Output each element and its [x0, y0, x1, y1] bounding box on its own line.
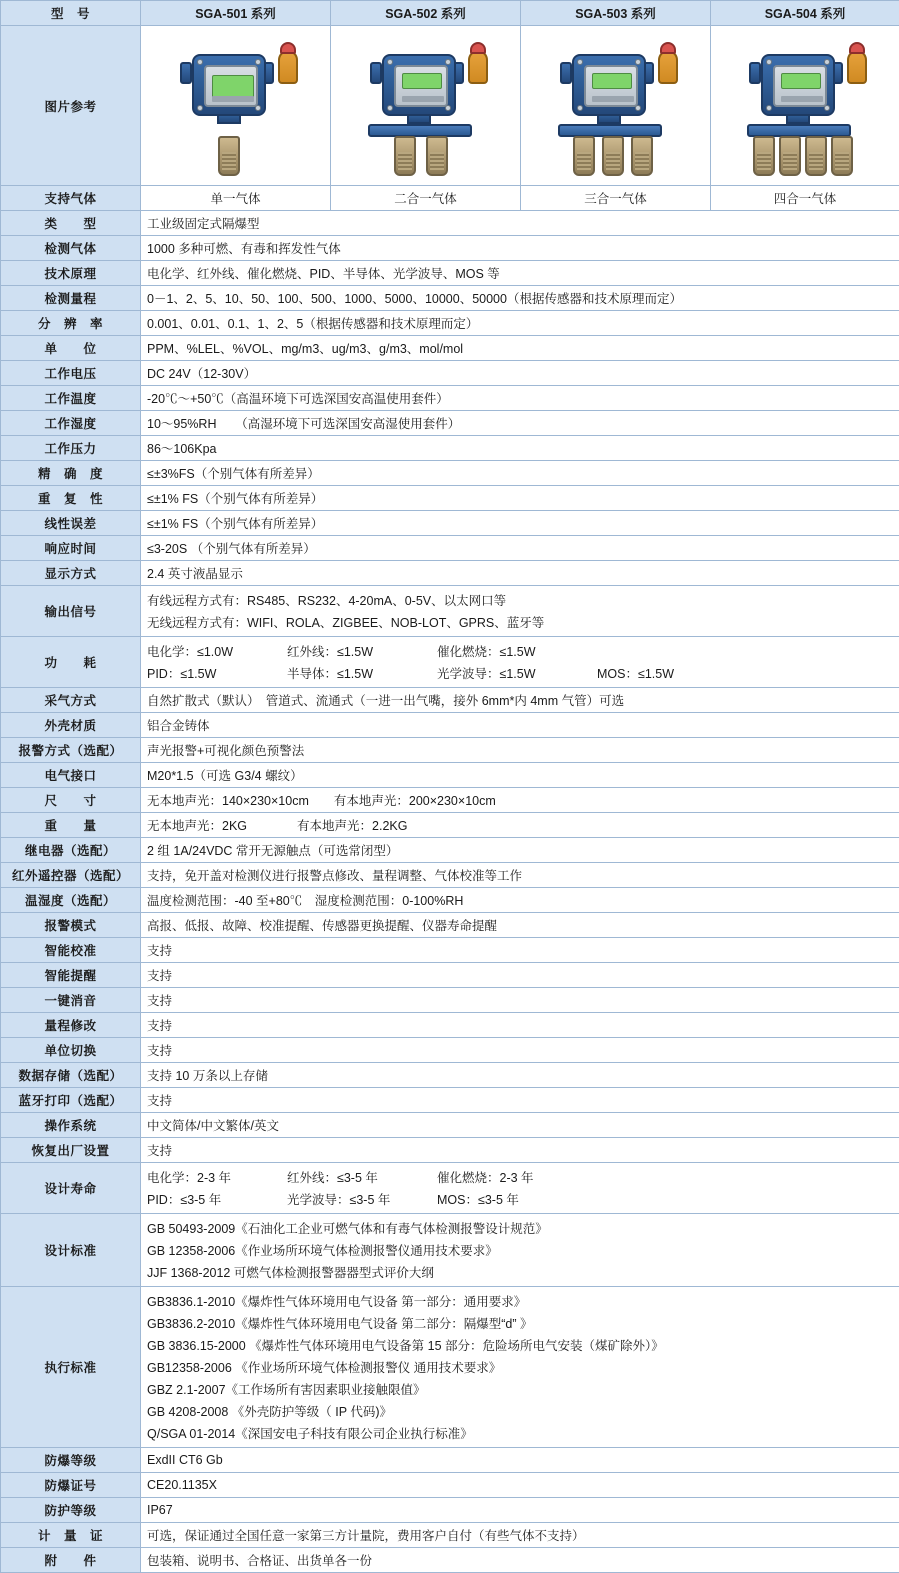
row-value-weight: 无本地声光：2KG 有本地声光：2.2KG [141, 813, 899, 838]
row-value-relay: 2 组 1A/24VDC 常开无源触点（可选常闭型） [141, 838, 899, 863]
row-label-repeatability: 重 复 性 [1, 486, 141, 511]
bolt-icon [197, 59, 203, 65]
row-value-temperature: -20℃～+50℃（高温环境下可选深国安高温使用套件） [141, 386, 899, 411]
mount-ear-left [180, 62, 192, 84]
row-value-tech-principle: 电化学、红外线、催化燃烧、PID、半导体、光学波导、MOS 等 [141, 261, 899, 286]
device-image-cell-1 [141, 26, 331, 186]
table-row-ir-remote [1, 863, 899, 888]
row-label-shell-material: 外壳材质 [1, 713, 141, 738]
bolt-icon [824, 105, 830, 111]
row-value-response-time: ≤3-20S （个别气体有所差异） [141, 536, 899, 561]
row-label-lifespan: 设计寿命 [1, 1163, 141, 1214]
device-image-cell-4 [711, 26, 899, 186]
gas-support-value-2: 二合一气体 [331, 186, 521, 211]
row-value-sampling: 自然扩散式（默认） 管道式、流通式（一进一出气嘴，接外 6mm*内 4mm 气管）可选 [141, 688, 899, 713]
row-label-relay: 继电器（选配） [1, 838, 141, 863]
row-label-temp-humidity-option: 温湿度（选配） [1, 888, 141, 913]
power-item-infrared: 红外线：≤1.5W [287, 642, 437, 660]
mount-ear-left [749, 62, 761, 84]
row-value-smart-calibration: 支持 [141, 938, 899, 963]
row-value-alarm-method: 声光报警+可视化颜色预警法 [141, 738, 899, 763]
alarm-beacon-icon [658, 50, 678, 84]
lifespan-item-catalytic: 催化燃烧：2-3 年 [437, 1168, 597, 1186]
device-neck [217, 114, 241, 124]
device-neck [597, 114, 621, 124]
alarm-beacon-icon [468, 50, 488, 84]
row-value-one-key-mute: 支持 [141, 988, 899, 1013]
gas-probe [573, 136, 595, 176]
alarm-light-icon [660, 42, 676, 54]
table-row-images [1, 26, 899, 186]
model-header-1: SGA-501 系列 [141, 1, 331, 26]
device-display [212, 75, 254, 99]
sga-503-device [540, 32, 692, 180]
sga-502-device [350, 32, 502, 180]
device-faceplate [204, 65, 258, 107]
exec-standard-line-3: GB 3836.15-2000 《爆炸性气体环境用电气设备第 15 部分：危险场所电气安装（煤矿除外）》 [147, 1334, 893, 1356]
alarm-light-icon [849, 42, 865, 54]
row-value-range: 0－1、2、5、10、50、100、500、1000、5000、10000、50000（根据传感器和技术原理而定） [141, 286, 899, 311]
row-label-bluetooth-print: 蓝牙打印（选配） [1, 1088, 141, 1113]
row-value-alarm-mode: 高报、低报、故障、校准提醒、传感器更换提醒、仪器寿命提醒 [141, 913, 899, 938]
row-label-accuracy: 精 确 度 [1, 461, 141, 486]
row-value-unit-switch: 支持 [141, 1038, 899, 1063]
gas-probe [753, 136, 775, 176]
exec-standard-line-5: GBZ 2.1-2007《工作场所有害因素职业接触限值》 [147, 1378, 893, 1400]
row-value-design-standard [141, 1214, 899, 1287]
bolt-icon [445, 59, 451, 65]
row-label-accessories: 附 件 [1, 1548, 141, 1573]
design-standard-line-1: GB 50493-2009《石油化工企业可燃气体和有毒气体检测报警设计规范》 [147, 1217, 893, 1239]
bolt-icon [445, 105, 451, 111]
row-value-accessories: 包装箱、说明书、合格证、出货单各一份 [141, 1548, 899, 1573]
device-housing [382, 54, 456, 116]
device-housing [572, 54, 646, 116]
row-value-display: 2.4 英寸液晶显示 [141, 561, 899, 586]
row-label-output-signal: 输出信号 [1, 586, 141, 637]
row-label-display: 显示方式 [1, 561, 141, 586]
row-label-ex-rating: 防爆等级 [1, 1448, 141, 1473]
design-standard-line-3: JJF 1368-2012 可燃气体检测报警器器型式评价大纲 [147, 1261, 893, 1283]
row-value-type: 工业级固定式隔爆型 [141, 211, 899, 236]
row-value-ip-rating: IP67 [141, 1498, 899, 1523]
lifespan-item-pid: PID：≤3-5 年 [147, 1190, 287, 1208]
table-row-shell-material [1, 713, 899, 738]
table-row-unit-switch [1, 1038, 899, 1063]
table-row-response-time [1, 536, 899, 561]
row-label-unit: 单 位 [1, 336, 141, 361]
bolt-icon [635, 59, 641, 65]
device-neck [786, 114, 810, 124]
table-row-voltage [1, 361, 899, 386]
table-row-data-storage [1, 1063, 899, 1088]
mount-ear-left [370, 62, 382, 84]
table-row-display [1, 561, 899, 586]
row-value-ex-cert: CE20.1135X [141, 1473, 899, 1498]
row-label-ir-remote: 红外遥控器（选配） [1, 863, 141, 888]
model-header-2: SGA-502 系列 [331, 1, 521, 26]
row-label-voltage: 工作电压 [1, 361, 141, 386]
row-label-unit-switch: 单位切换 [1, 1038, 141, 1063]
alarm-light-icon [280, 42, 296, 54]
table-row-one-key-mute [1, 988, 899, 1013]
output-wired-line: 有线远程方式有：RS485、RS232、4-20mA、0-5V、以太网口等 [147, 589, 893, 611]
row-value-unit: PPM、%LEL、%VOL、mg/m3、ug/m3、g/m3、mol/mol [141, 336, 899, 361]
table-row-tech-principle [1, 261, 899, 286]
row-value-voltage: DC 24V（12-30V） [141, 361, 899, 386]
table-row-sampling [1, 688, 899, 713]
table-row-accuracy [1, 461, 899, 486]
manifold-bar [368, 124, 472, 137]
exec-standard-line-6: GB 4208-2008 《外壳防护等级（ IP 代码)》 [147, 1400, 893, 1422]
exec-standard-line-2: GB3836.2-2010《爆炸性气体环境用电气设备 第二部分：隔爆型“d” 》 [147, 1312, 893, 1334]
row-label-exec-standard: 执行标准 [1, 1287, 141, 1448]
table-row-repeatability [1, 486, 899, 511]
table-row-humidity [1, 411, 899, 436]
table-row-ip-rating [1, 1498, 899, 1523]
row-label-smart-calibration: 智能校准 [1, 938, 141, 963]
row-value-detect-gas: 1000 多种可燃、有毒和挥发性气体 [141, 236, 899, 261]
gas-probe [602, 136, 624, 176]
table-row-smart-reminder [1, 963, 899, 988]
device-image-cell-2 [331, 26, 521, 186]
row-value-exec-standard [141, 1287, 899, 1448]
mount-ear-left [560, 62, 572, 84]
bolt-icon [387, 59, 393, 65]
gas-probe [218, 136, 240, 176]
row-value-metrology-cert: 可选，保证通过全国任意一家第三方计量院，费用客户自付（有些气体不支持） [141, 1523, 899, 1548]
table-row-alarm-mode [1, 913, 899, 938]
gas-support-value-3: 三合一气体 [521, 186, 711, 211]
row-label-dimensions: 尺 寸 [1, 788, 141, 813]
bolt-icon [577, 105, 583, 111]
gas-probe [779, 136, 801, 176]
row-label-resolution: 分 辨 率 [1, 311, 141, 336]
row-label-one-key-mute: 一键消音 [1, 988, 141, 1013]
row-value-resolution: 0.001、0.01、0.1、1、2、5（根据传感器和技术原理而定） [141, 311, 899, 336]
row-label-range: 检测量程 [1, 286, 141, 311]
gas-support-value-4: 四合一气体 [711, 186, 899, 211]
table-row-lifespan [1, 1163, 899, 1214]
row-value-electrical-interface: M20*1.5（可选 G3/4 螺纹） [141, 763, 899, 788]
lifespan-item-optical-waveguide: 光学波导：≤3-5 年 [287, 1190, 437, 1208]
gas-probe [394, 136, 416, 176]
row-value-range-modify: 支持 [141, 1013, 899, 1038]
row-label-range-modify: 量程修改 [1, 1013, 141, 1038]
lifespan-line-2 [147, 1188, 893, 1210]
table-row-temp-humidity-option [1, 888, 899, 913]
row-value-power [141, 637, 899, 688]
row-label-image-reference: 图片参考 [1, 26, 141, 186]
exec-standard-line-4: GB12358-2006 《作业场所环境气体检测报警仪 通用技术要求》 [147, 1356, 893, 1378]
device-display [402, 73, 442, 89]
table-row-design-standard [1, 1214, 899, 1287]
row-label-operating-system: 操作系统 [1, 1113, 141, 1138]
bolt-icon [577, 59, 583, 65]
device-keypad [781, 96, 823, 102]
row-value-data-storage: 支持 10 万条以上存储 [141, 1063, 899, 1088]
alarm-beacon-icon [847, 50, 867, 84]
device-faceplate [394, 65, 448, 107]
gas-probe [426, 136, 448, 176]
table-row-resolution [1, 311, 899, 336]
bolt-icon [766, 59, 772, 65]
exec-standard-line-7: Q/SGA 01-2014《深国安电子科技有限公司企业执行标准》 [147, 1422, 893, 1444]
gas-probe [831, 136, 853, 176]
device-image-cell-3 [521, 26, 711, 186]
bolt-icon [255, 59, 261, 65]
table-row-temperature [1, 386, 899, 411]
table-row-detect-gas [1, 236, 899, 261]
table-row-output-signal [1, 586, 899, 637]
row-value-repeatability: ≤±1% FS（个别气体有所差异） [141, 486, 899, 511]
table-row-unit [1, 336, 899, 361]
lifespan-item-infrared: 红外线：≤3-5 年 [287, 1168, 437, 1186]
table-row-pressure [1, 436, 899, 461]
table-row-operating-system [1, 1113, 899, 1138]
table-row-type [1, 211, 899, 236]
device-keypad [592, 96, 634, 102]
row-label-linearity: 线性误差 [1, 511, 141, 536]
table-row-exec-standard [1, 1287, 899, 1448]
row-label-type: 类 型 [1, 211, 141, 236]
manifold-bar [747, 124, 851, 137]
row-value-output-signal [141, 586, 899, 637]
table-row-range [1, 286, 899, 311]
row-value-bluetooth-print: 支持 [141, 1088, 899, 1113]
sga-504-device [729, 32, 881, 180]
table-row-smart-calibration [1, 938, 899, 963]
row-label-detect-gas: 检测气体 [1, 236, 141, 261]
lifespan-line-1 [147, 1166, 893, 1188]
power-item-pid: PID：≤1.5W [147, 664, 287, 682]
power-item-electrochemical: 电化学：≤1.0W [147, 642, 287, 660]
row-label-data-storage: 数据存储（选配） [1, 1063, 141, 1088]
row-value-factory-reset: 支持 [141, 1138, 899, 1163]
row-value-ex-rating: ExdII CT6 Gb [141, 1448, 899, 1473]
table-row-weight [1, 813, 899, 838]
row-label-factory-reset: 恢复出厂设置 [1, 1138, 141, 1163]
device-keypad [402, 96, 444, 102]
bolt-icon [255, 105, 261, 111]
row-label-power: 功 耗 [1, 637, 141, 688]
power-item-catalytic: 催化燃烧：≤1.5W [437, 642, 597, 660]
row-value-ir-remote: 支持，免开盖对检测仪进行报警点修改、量程调整、气体校准等工作 [141, 863, 899, 888]
table-row-factory-reset [1, 1138, 899, 1163]
row-value-temp-humidity-option: 温度检测范围：-40 至+80℃ 湿度检测范围：0-100%RH [141, 888, 899, 913]
table-row-ex-cert [1, 1473, 899, 1498]
row-label-sampling: 采气方式 [1, 688, 141, 713]
manifold-bar [558, 124, 662, 137]
row-label-weight: 重 量 [1, 813, 141, 838]
table-row-bluetooth-print [1, 1088, 899, 1113]
table-row-accessories [1, 1548, 899, 1573]
model-header-3: SGA-503 系列 [521, 1, 711, 26]
device-display [781, 73, 821, 89]
row-label-model: 型 号 [1, 1, 141, 26]
table-row-alarm-method [1, 738, 899, 763]
bolt-icon [635, 105, 641, 111]
device-faceplate [584, 65, 638, 107]
row-label-ip-rating: 防护等级 [1, 1498, 141, 1523]
device-neck [407, 114, 431, 124]
row-label-electrical-interface: 电气接口 [1, 763, 141, 788]
device-housing [192, 54, 266, 116]
table-row-metrology-cert [1, 1523, 899, 1548]
gas-support-value-1: 单一气体 [141, 186, 331, 211]
row-value-linearity: ≤±1% FS（个别气体有所差异） [141, 511, 899, 536]
row-label-humidity: 工作湿度 [1, 411, 141, 436]
table-row-range-modify [1, 1013, 899, 1038]
table-row-gas-support [1, 186, 899, 211]
power-line-1 [147, 640, 893, 662]
power-item-optical-waveguide: 光学波导：≤1.5W [437, 664, 597, 682]
alarm-light-icon [470, 42, 486, 54]
row-label-alarm-mode: 报警模式 [1, 913, 141, 938]
row-value-dimensions: 无本地声光：140×230×10cm 有本地声光：200×230×10cm [141, 788, 899, 813]
sga-501-device [160, 32, 312, 180]
bolt-icon [387, 105, 393, 111]
table-row-model-header [1, 1, 899, 26]
row-value-accuracy: ≤±3%FS（个别气体有所差异） [141, 461, 899, 486]
row-value-operating-system: 中文简体/中文繁体/英文 [141, 1113, 899, 1138]
row-label-ex-cert: 防爆证号 [1, 1473, 141, 1498]
row-label-gas-support: 支持气体 [1, 186, 141, 211]
device-keypad [212, 96, 254, 102]
lifespan-item-electrochemical: 电化学：2-3 年 [147, 1168, 287, 1186]
table-row-power [1, 637, 899, 688]
table-row-linearity [1, 511, 899, 536]
device-display [592, 73, 632, 89]
exec-standard-line-1: GB3836.1-2010《爆炸性气体环境用电气设备 第一部分：通用要求》 [147, 1290, 893, 1312]
row-value-smart-reminder: 支持 [141, 963, 899, 988]
power-item-semiconductor: 半导体：≤1.5W [287, 664, 437, 682]
row-label-pressure: 工作压力 [1, 436, 141, 461]
power-line-2 [147, 662, 893, 684]
output-wireless-line: 无线远程方式有：WIFI、ROLA、ZIGBEE、NOB-LOT、GPRS、蓝牙等 [147, 611, 893, 633]
row-label-metrology-cert: 计 量 证 [1, 1523, 141, 1548]
model-header-4: SGA-504 系列 [711, 1, 899, 26]
row-label-tech-principle: 技术原理 [1, 261, 141, 286]
row-label-smart-reminder: 智能提醒 [1, 963, 141, 988]
gas-probe [805, 136, 827, 176]
power-item-mos: MOS：≤1.5W [597, 664, 674, 682]
table-row-electrical-interface [1, 763, 899, 788]
row-label-alarm-method: 报警方式（选配） [1, 738, 141, 763]
table-row-relay [1, 838, 899, 863]
device-housing [761, 54, 835, 116]
design-standard-line-2: GB 12358-2006《作业场所环境气体检测报警仪通用技术要求》 [147, 1239, 893, 1261]
table-row-ex-rating [1, 1448, 899, 1473]
bolt-icon [766, 105, 772, 111]
row-value-pressure: 86～106Kpa [141, 436, 899, 461]
row-label-temperature: 工作温度 [1, 386, 141, 411]
table-row-dimensions [1, 788, 899, 813]
device-faceplate [773, 65, 827, 107]
row-label-response-time: 响应时间 [1, 536, 141, 561]
row-value-lifespan [141, 1163, 899, 1214]
bolt-icon [197, 105, 203, 111]
row-label-design-standard: 设计标准 [1, 1214, 141, 1287]
row-value-humidity: 10～95%RH （高湿环境下可选深国安高湿使用套件） [141, 411, 899, 436]
bolt-icon [824, 59, 830, 65]
gas-probe [631, 136, 653, 176]
lifespan-item-mos: MOS：≤3-5 年 [437, 1190, 519, 1208]
row-value-shell-material: 铝合金铸体 [141, 713, 899, 738]
alarm-beacon-icon [278, 50, 298, 84]
